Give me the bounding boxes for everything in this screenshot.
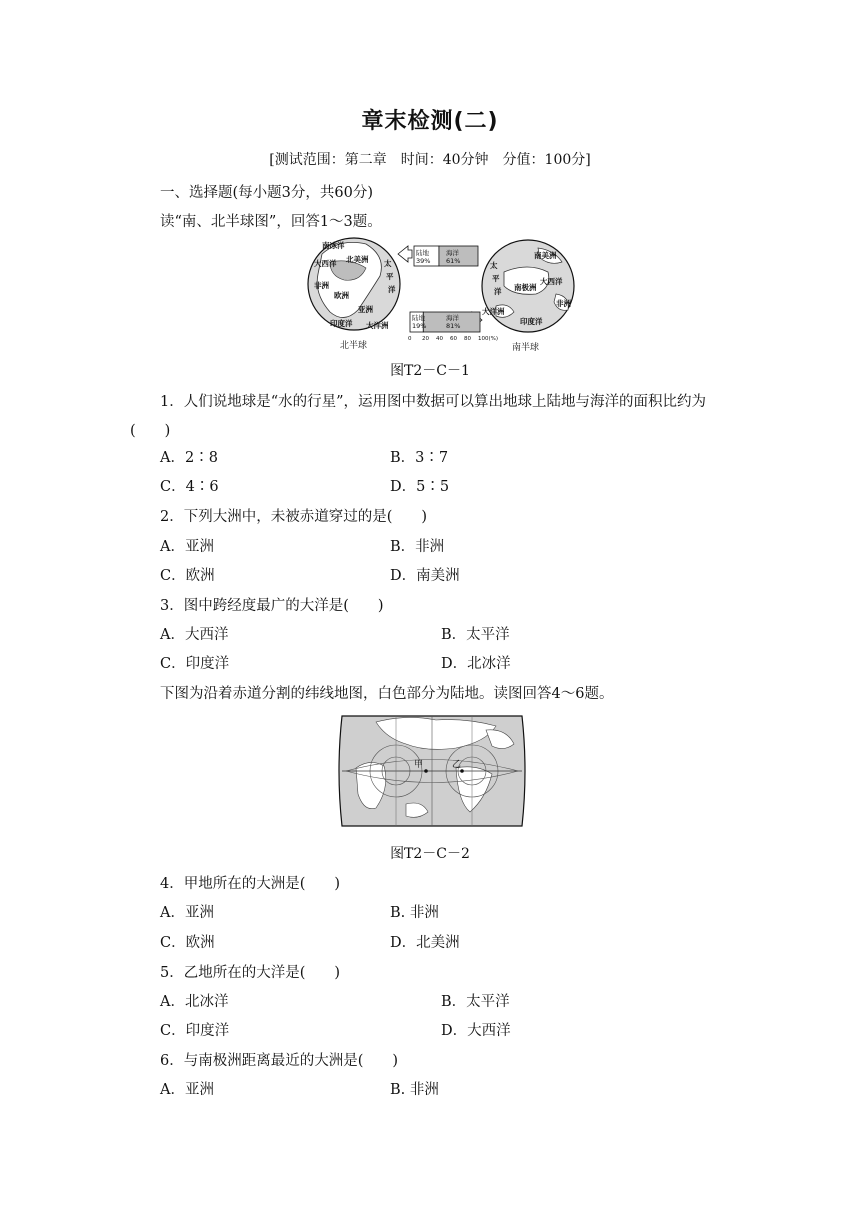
hemisphere-figure	[300, 232, 590, 354]
question-1-answer-blank: ( )	[130, 423, 171, 439]
map-label: 南美洲	[534, 251, 557, 260]
map-label: 欧洲	[334, 291, 349, 300]
bar2-sea-pct: 81%	[446, 322, 461, 330]
bar2-land-label: 陆地	[412, 314, 425, 322]
option-a[interactable]: A．大西洋	[160, 627, 229, 643]
bar1-land-label: 陆地	[416, 249, 429, 257]
question-intro-1: 读“南、北半球图”，回答1～3题。	[160, 214, 382, 230]
tick-label: 60	[450, 336, 457, 342]
south-hemisphere-label: 南半球	[512, 343, 540, 353]
map-label: 印度洋	[520, 317, 543, 326]
map-label: 大洋洲	[366, 321, 389, 330]
north-hemisphere-label: 北半球	[340, 341, 368, 351]
latitude-map-figure	[336, 708, 528, 834]
option-d[interactable]: D．大西洋	[441, 1023, 511, 1039]
section-heading: 一、选择题(每小题3分，共60分)	[160, 185, 373, 201]
option-b[interactable]: B．3∶7	[390, 450, 449, 466]
question-intro-2: 下图为沿着赤道分割的纬线地图，白色部分为陆地。读图回答4～6题。	[160, 686, 614, 702]
map-label: 印度洋	[330, 319, 353, 328]
option-d[interactable]: D．北美洲	[390, 935, 460, 951]
option-a[interactable]: A．亚洲	[160, 905, 214, 921]
question-5-stem: 5．乙地所在的大洋是( )	[160, 965, 341, 981]
map-label: 太	[384, 259, 392, 268]
bar1-sea-pct: 61%	[446, 257, 461, 265]
option-c[interactable]: C．印度洋	[160, 656, 230, 672]
tick-label: 80	[464, 336, 471, 342]
tick-label: 20	[422, 336, 429, 342]
option-b[interactable]: B. 非洲	[390, 905, 439, 921]
map-label: 大西洋	[314, 259, 337, 268]
question-6-stem: 6．与南极洲距离最近的大洲是( )	[160, 1053, 399, 1069]
map-label: 南极洲	[514, 283, 537, 292]
option-a[interactable]: A．亚洲	[160, 1082, 214, 1098]
option-a[interactable]: A．亚洲	[160, 539, 214, 555]
point-yi-label: 乙	[452, 760, 462, 770]
map-label: 南冰洋	[322, 241, 345, 250]
map-label: 大西洋	[540, 277, 563, 286]
bar2-sea-label: 海洋	[446, 314, 459, 322]
option-d[interactable]: D．南美洲	[390, 568, 460, 584]
figure1-caption: 图T2－C－1	[390, 363, 470, 379]
option-b[interactable]: B．太平洋	[441, 994, 510, 1010]
figure2-caption: 图T2－C－2	[390, 846, 470, 862]
map-label: 亚洲	[358, 305, 373, 314]
option-c[interactable]: C．印度洋	[160, 1023, 230, 1039]
map-label: 平	[386, 272, 394, 281]
option-a[interactable]: A．北冰洋	[160, 994, 229, 1010]
point-jia-label: 甲	[414, 760, 424, 770]
question-2-stem: 2．下列大洲中，未被赤道穿过的是( )	[160, 509, 428, 525]
bar1-land-pct: 39%	[416, 257, 431, 265]
percent-axis	[408, 336, 498, 342]
tick-label: 40	[436, 336, 443, 342]
option-b[interactable]: B. 非洲	[390, 1082, 439, 1098]
map-label: 大洋洲	[482, 307, 505, 316]
option-d[interactable]: D．5∶5	[390, 479, 450, 495]
map-label: 洋	[388, 285, 396, 294]
bar2-land-pct: 19%	[412, 322, 427, 330]
question-3-stem: 3．图中跨经度最广的大洋是( )	[160, 598, 384, 614]
map-label: 洋	[494, 287, 502, 296]
option-c[interactable]: C．欧洲	[160, 935, 215, 951]
bar1-sea-label: 海洋	[446, 249, 459, 257]
map-label: 太	[490, 261, 498, 270]
map-label: 平	[492, 274, 500, 283]
option-b[interactable]: B．太平洋	[441, 627, 510, 643]
map-label: 北美洲	[346, 255, 369, 264]
question-4-stem: 4．甲地所在的大洲是( )	[160, 876, 341, 892]
map-label: 非洲	[556, 299, 571, 308]
page-title: 章末检测(二)	[361, 109, 499, 134]
option-b[interactable]: B．非洲	[390, 539, 445, 555]
option-d[interactable]: D．北冰洋	[441, 656, 511, 672]
option-c[interactable]: C．欧洲	[160, 568, 215, 584]
option-c[interactable]: C．4∶6	[160, 479, 219, 495]
test-info: [测试范围：第二章 时间：40分钟 分值：100分]	[269, 152, 591, 168]
map-label: 非洲	[314, 281, 329, 290]
tick-label: 0	[408, 336, 412, 342]
option-a[interactable]: A．2∶8	[160, 450, 218, 466]
question-1-stem: 1．人们说地球是“水的行星”，运用图中数据可以算出地球上陆地与海洋的面积比约为	[160, 394, 707, 410]
tick-label: 100(%)	[478, 336, 499, 342]
